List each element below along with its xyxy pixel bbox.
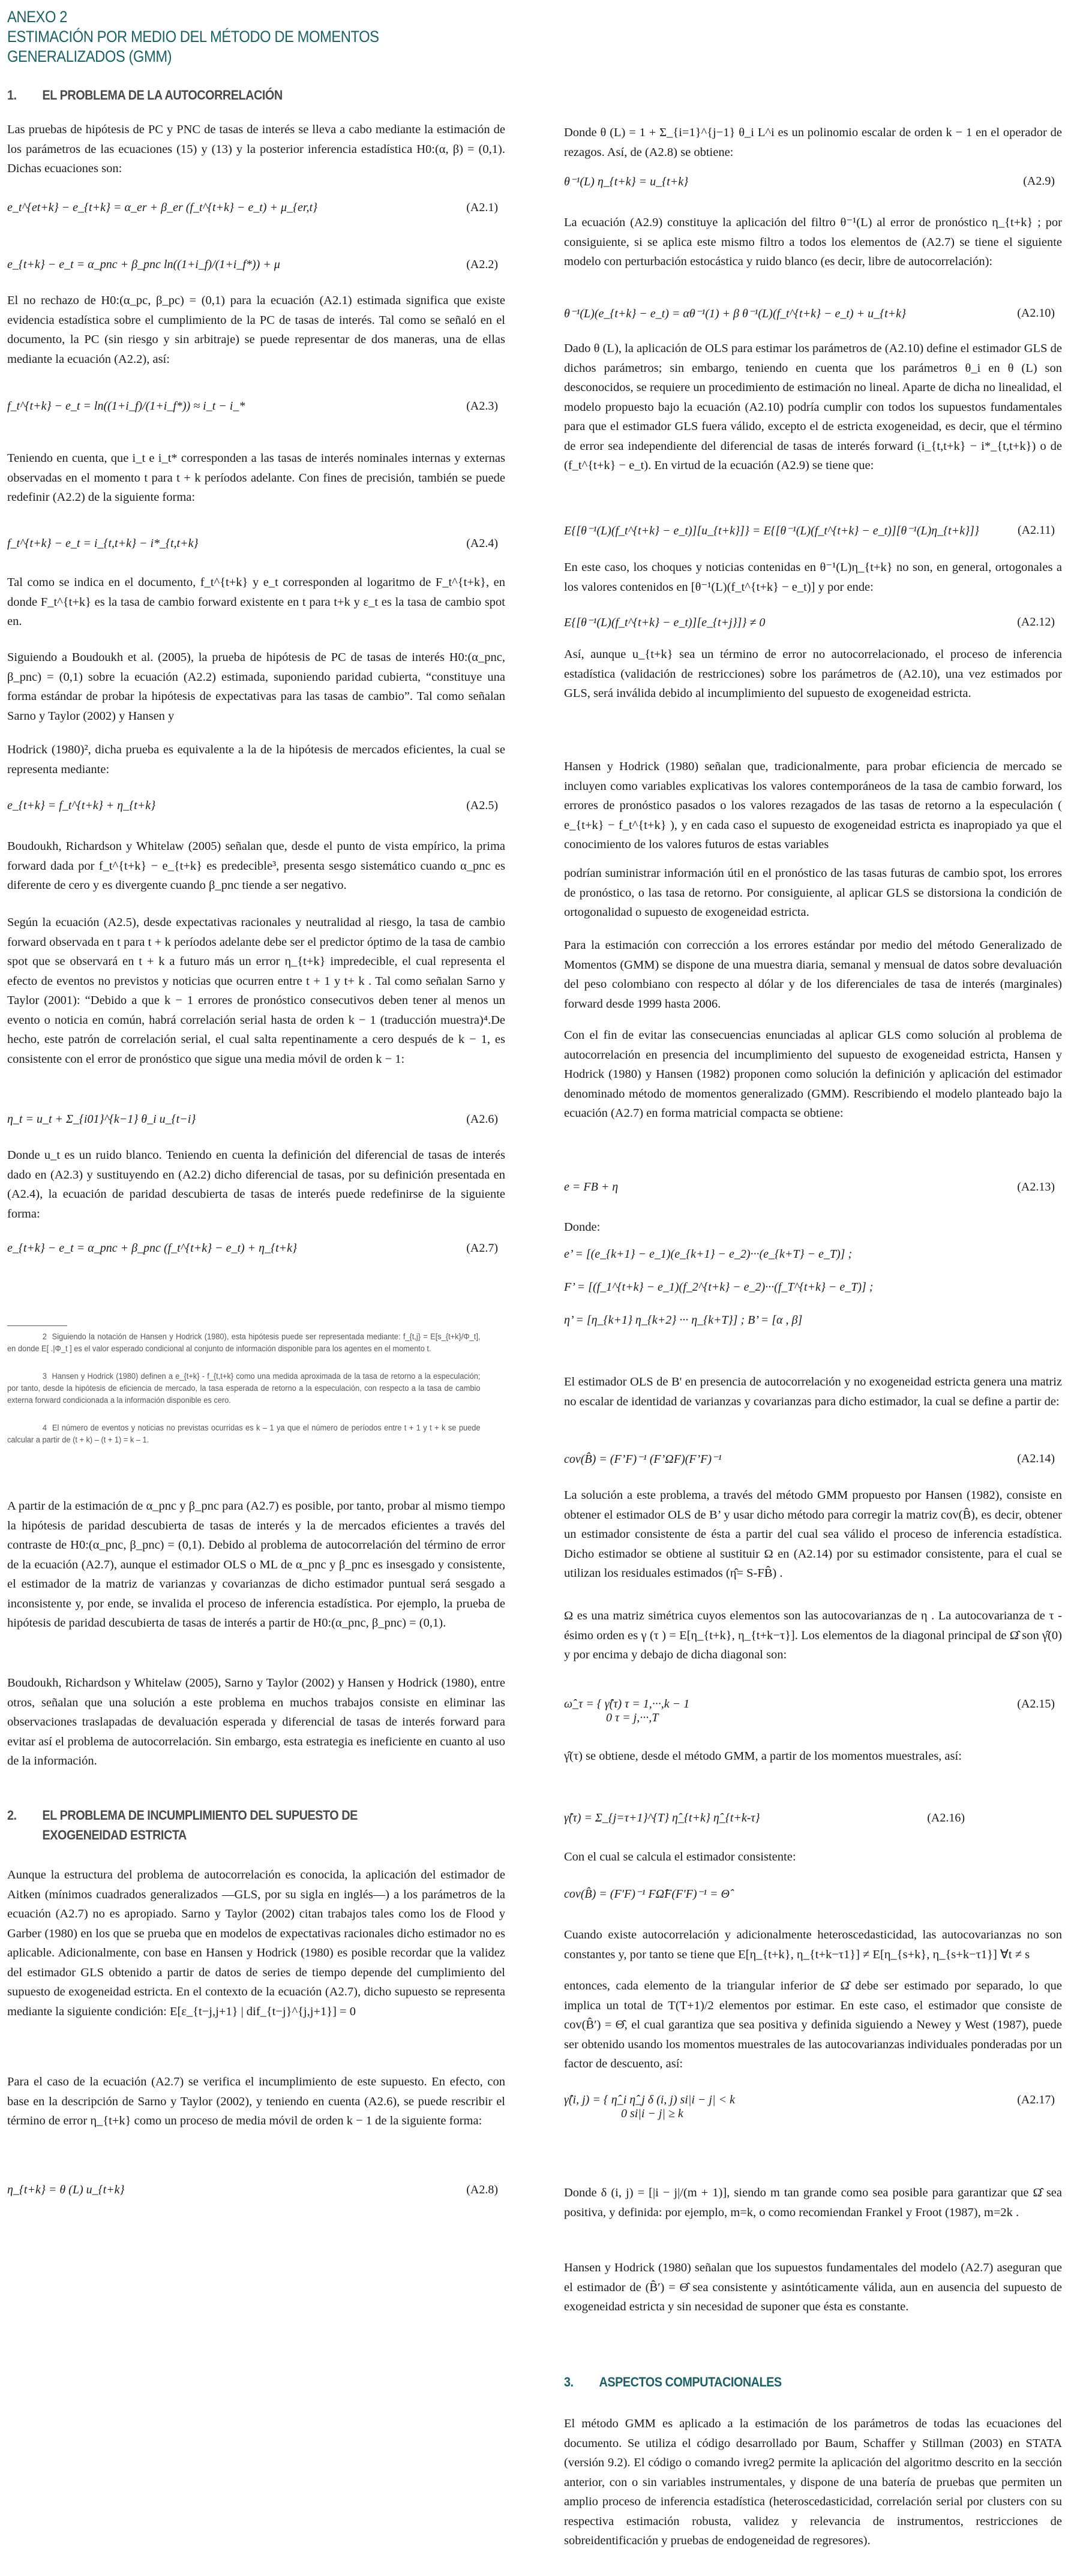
equation-cov-consistent: cov(B̂) = (F′F)⁻¹ FΩ̂F(F′F)⁻¹ = Θ̂ <box>564 1887 730 1901</box>
equation-a2-10: θ⁻¹(L)(e_{t+k} − e_t) = αθ⁻¹(1) + β θ⁻¹(L)(f_t^{t+k} − e_t) + u_{t+k} (A2.10) <box>564 306 1055 320</box>
equation-a2-16: γ̂(τ) = Σ_{j=τ+1}^{T} η̂_{t+k} η̂_{t+k-τ} (A2.16) <box>564 1811 965 1824</box>
paragraph: Hodrick (1980)², dicha prueba es equivalente a la de la hipótesis de mercados eficientes, la cual se representa mediante: <box>7 743 505 776</box>
equation-a2-5: e_{t+k} = f_t^{t+k} + η_{t+k} (A2.5) <box>7 799 498 812</box>
paragraph: Donde θ (L) = 1 + Σ_{i=1}^{j−1} θ_i L^i es un polinomio escalar de orden k − 1 en el operador de rezagos. Así, de (A2.8) se obtiene: <box>564 126 1062 159</box>
annex-title-line1: ESTIMACIÓN POR MEDIO DEL MÉTODO DE MOMENTOS <box>7 28 379 46</box>
annex-title-line2: GENERALIZADOS (GMM) <box>7 47 172 65</box>
footnote-4: 4 El número de eventos y noticias no previstas ocurridas es k – 1 ya que el número de períodos entre t + 1 y t + k se puede calcular a partir de (t + k) – (t + 1) = k – 1. <box>7 1423 481 1444</box>
equation-a2-8: η_{t+k} = θ (L) u_{t+k} (A2.8) <box>7 2183 498 2196</box>
equation-a2-1: e_t^{et+k} − e_{t+k} = α_er + β_er (f_t^{t+k} − e_t) + μ_{er,t} (A2.1) <box>7 201 498 214</box>
footnote-rule <box>7 1325 67 1326</box>
paragraph: Teniendo en cuenta, que i_t e i_t* corresponden a las tasas de interés nominales internas y externas observadas en el momento t para t + k períodos adelante. Con fines de precisión, también se puede redefinir (A2.2) de la siguiente forma: <box>7 452 505 504</box>
definition-e: e’ = [(e_{k+1} − e_1)(e_{k+1} − e_2)···(e_{k+T} − e_T)] ; <box>564 1248 853 1261</box>
equation-a2-9: θ⁻¹(L) η_{t+k} = u_{t+k} (A2.9) <box>564 175 1055 188</box>
equation-a2-11: E{[θ⁻¹(L)(f_t^{t+k} − e_t)][u_{t+k}]} = E{[θ⁻¹(L)(f_t^{t+k} − e_t)][θ⁻¹(L)η_{t+k}]} (A2.11) <box>564 524 1055 537</box>
paragraph: Donde u_t es un ruido blanco. Teniendo en cuenta la definición del diferencial de tasas de interés dado en (A2.3) y sustituyendo en (A2.2) dicho diferencial de tasas, por su definición presentada en (A2.4), la ecuación de paridad descubierta de tasas de interés puede redefinirse de la siguiente forma: <box>7 1149 505 1221</box>
paragraph: Siguiendo a Boudoukh et al. (2005), la prueba de hipótesis de PC de tasas de interés H0:(α_pnc, β_pnc) = (0,1) sobre la ecuación (A2.2) estimada, suponiendo paridad cubierta, “constituye una forma estándar de probar la hipótesis de expectativas para las tasas de cambio”. Tal como señalan Sarno y Taylor (2002) y Hansen y <box>7 651 505 723</box>
paragraph: Para la estimación con corrección a los errores estándar por medio del método Generalizado de Momentos (GMM) se dispone de una muestra diaria, semanal y mensual de datos sobre devaluación del peso colombiano con respecto al dólar y de los diferenciales de tasa de interés (marginales) forward desde 1999 hasta 2006. <box>564 939 1062 1011</box>
section-2-heading: 2. EL PROBLEMA DE INCUMPLIMIENTO DEL SUPUESTO DE EXOGENEIDAD ESTRICTA <box>7 1808 358 1842</box>
paragraph: Para el caso de la ecuación (A2.7) se verifica el incumplimiento de este supuesto. En efecto, con base en la descripción de Sarno y Taylor (2002), y teniendo en cuenta (A2.6), se puede rescribir el término de error η_{t+k} como un proceso de media móvil de orden k − 1 de la siguiente forma: <box>7 2075 505 2127</box>
paragraph: Así, aunque u_{t+k} sea un término de error no autocorrelacionado, el proceso de inferencia estadística (validación de restricciones) sobre los parámetros de (A2.10), una vez estimados por GLS, será inválida debido al incumplimiento del supuesto de exogeneidad estricta. <box>564 648 1062 700</box>
paragraph: La solución a este problema, a través del método GMM propuesto por Hansen (1982), consiste en obtener el estimador OLS de B’ y usar dicho método para corregir la matriz cov(B̂), es decir, obtener un estimador consistente de ésta a partir del cual sea válido el proceso de inferencia estadística. Dicho estimador se obtiene al sustituir Ω en (A2.14) por su estimador consistente, para el cual se utilizan los residuales estimados (η̂= S-FB̂) . <box>564 1489 1062 1580</box>
paragraph: La ecuación (A2.9) constituye la aplicación del filtro θ⁻¹(L) al error de pronóstico η_{t+k} ; por consiguiente, si se aplica este mismo filtro a todos los elementos de (A2.7) se tiene el siguiente modelo con perturbación estocástica y ruido blanco (es decir, libre de autocorrelación): <box>564 216 1062 268</box>
equation-a2-13: e = FB + η (A2.13) <box>564 1180 1055 1194</box>
paragraph: podrían suministrar información útil en el pronóstico de las tasas futuras de cambio spot, los errores de pronóstico, o las tasa de retorno. Por consiguiente, al aplicar GLS se distorsiona la condición de ortogonalidad o supuesto de exogeneidad estricta. <box>564 867 1062 919</box>
paragraph: Ω es una matriz simétrica cuyos elementos son las autocovarianzas de η . La autocovarianza de τ - ésimo orden es γ (τ ) = E[η_{t+k}, η_{t+k−τ}]. Los elementos de la diagonal principal de Ω̂ son γ̂(0) y por encima y debajo de dicha diagonal son: <box>564 1609 1062 1661</box>
equation-a2-15: ω̂_τ = { γ̂(τ) τ = 1,···,k − 1 (A2.15) 0 τ = j,···,T <box>564 1697 1055 1724</box>
annex-header <box>7 7 505 67</box>
paragraph: En este caso, los choques y noticias contenidas en θ⁻¹(L)η_{t+k} no son, en general, ortogonales a los valores contenidos en [θ⁻¹(L)(f_t^{t+k} − e_t)] y por ende: <box>564 561 1062 594</box>
equation-a2-2: e_{t+k} − e_t = α_pnc + β_pnc ln((1+i_f)/(1+i_f*)) + μ (A2.2) <box>7 258 498 271</box>
paragraph: γ̂(τ) se obtiene, desde el método GMM, a partir de los momentos muestrales, así: <box>564 1750 962 1763</box>
paragraph: Hansen y Hodrick (1980) señalan que, tradicionalmente, para probar eficiencia de mercado se incluyen como variables explicativas los valores contemporáneos de la tasa de cambio forward, los errores de pronóstico pasados o los valores rezagados de las tasas de retorno a la especulación ( e_{t+k} − f_t^{t+k} ), y en cada caso el supuesto de exogeneidad estricta es inapropiado ya que el conocimiento de los valores futuros de estas variables <box>564 760 1062 851</box>
equation-a2-12: E{[θ⁻¹(L)(f_t^{t+k} − e_t)][e_{t+j}]} ≠ 0 (A2.12) <box>564 615 1055 629</box>
paragraph: Las pruebas de hipótesis de PC y PNC de tasas de interés se lleva a cabo mediante la estimación de los parámetros de las ecuaciones (15) y (13) y la posterior inferencia estadística H0:(α, β) = (0,1). Dichas ecuaciones son: <box>7 123 505 175</box>
annex-label: ANEXO 2 <box>7 8 67 26</box>
paragraph: El método GMM es aplicado a la estimación de los parámetros de todas las ecuaciones del documento. Se utiliza el código desarrollado por Baum, Schaffer y Stillman (2003) en STATA (versión 9.2). El código o comando ivreg2 permite la aplicación del algoritmo descrito en la sección anterior, con o sin variables instrumentales, y dispone de una batería de pruebas que permiten un amplio proceso de inferencia estadística (heteroscedasticidad, correlación serial por clusters con su respectiva estimación robusta, validez y relevancia de instrumentos, restricciones de sobreidentificación y pruebas de endogeneidad de regresores). <box>564 2417 1062 2547</box>
paragraph: Boudoukh, Richardson y Whitelaw (2005), Sarno y Taylor (2002) y Hansen y Hodrick (1980), entre otros, señalan que una solución a este problema en muchos trabajos consiste en eliminar las observaciones traslapadas de devaluación esperada y diferencial de tasas de interés forward para evitar así el problema de autocorrelación. Sin embargo, esta estrategia es ineficiente en cuanto al uso de la información. <box>7 1676 505 1768</box>
definition-f: F’ = [(f_1^{t+k} − e_1)(f_2^{t+k} − e_2)···(f_T^{t+k} − e_T)] ; <box>564 1281 874 1294</box>
equation-a2-7: e_{t+k} − e_t = α_pnc + β_pnc (f_t^{t+k} − e_t) + η_{t+k} (A2.7) <box>7 1242 498 1255</box>
paragraph: Boudoukh, Richardson y Whitelaw (2005) señalan que, desde el punto de vista empírico, la prima forward dada por f_t^{t+k} − e_{t+k} es predecible³, presenta sesgo sistemático cuando α_pnc es diferente de cero y es divergente cuando β_pnc tiende a ser negativo. <box>7 840 505 892</box>
paragraph: El no rechazo de H0:(α_pc, β_pc) = (0,1) para la ecuación (A2.1) estimada significa que existe evidencia estadística sobre el cumplimiento de la PC de tasas de interés. Tal como se señaló en el documento, la PC (sin riesgo y sin arbitraje) se puede representar de dos maneras, una de ellas mediante la ecuación (A2.2), así: <box>7 294 505 366</box>
equation-a2-3: f_t^{t+k} − e_t = ln((1+i_f)/(1+i_f*)) ≈ i_t − i_* (A2.3) <box>7 399 498 413</box>
footnote-3: 3 Hansen y Hodrick (1980) definen a e_{t+k} - f_{t,t+k} como una medida aproximada de la tasa de retorno a la especulación; por tanto, desde la hipótesis de eficiencia de mercado, la tasa esperada de retorno a la especulación, con respecto a la tasa de cambio externa forward condicionada a la información disponible es cero. <box>7 1372 481 1405</box>
footnote-2: 2 Siguiendo la notación de Hansen y Hodrick (1980), esta hipótesis puede ser representada mediante: f_{t,j} = E[s_{t+k}/Φ_t], en donde E[ .|Φ_t ] es el valor esperado condicional al conjunto de información disponible para los agentes en el momento t. <box>7 1332 481 1353</box>
equation-a2-17: γ̂(i, j) = { η̂_i η̂_j δ (i, j) si|i − j| < k (A2.17) 0 si|i − j| ≥ k <box>564 2093 1055 2120</box>
equation-a2-14: cov(B̂) = (F’F)⁻¹ (F’ΩF)(F’F)⁻¹ (A2.14) <box>564 1452 1055 1466</box>
paragraph: Tal como se indica en el documento, f_t^{t+k} y e_t corresponden al logaritmo de F_t^{t+k}, en donde F_t^{t+k} es la tasa de cambio forward existente en t para t+k y ε_t es la tasa de cambio spot en. <box>7 576 505 628</box>
equation-a2-4: f_t^{t+k} − e_t = i_{t,t+k} − i*_{t,t+k} (A2.4) <box>7 537 498 550</box>
paragraph: Aunque la estructura del problema de autocorrelación es conocida, la aplicación del estimador de Aitken (mínimos cuadrados generalizados —GLS, por su sigla en inglés—) a los parámetros de la ecuación (A2.7) no es apropiado. Sarno y Taylor (2002) citan trabajos tales como los de Flood y Garber (1980) en los que se prueba que en modelos de expectativas racionales dicho estimador no es aplicable. Adicionalmente, con base en Hansen y Hodrick (1980) es posible recordar que la validez del estimador GLS obtenido a partir de datos de series de tiempo depende del cumplimiento del supuesto de exogeneidad estricta. En el contexto de la ecuación (A2.7), dicho supuesto se representa mediante la siguiente condición: E[ε_{t−j,j+1} | dif_{t−j}^{j,j+1}] = 0 <box>7 1868 505 2018</box>
paragraph: A partir de la estimación de α_pnc y β_pnc para (A2.7) es posible, por tanto, probar al mismo tiempo la hipótesis de paridad descubierta de tasas de interés y la de mercados eficientes a través del contraste de H0:(α_pnc, β_pnc) = (0,1). Debido al problema de autocorrelación del término de error de la ecuación (A2.7), aunque el estimador OLS o ML de α_pnc y β_pnc es insesgado y consistente, el estimador de la matriz de varianzas y covarianzas de dicho estimador puntual será sesgado a inconsistente y, por ende, se invalida el proceso de inferencia estadística. Por ejemplo, la prueba de hipótesis de paridad descubierta de tasas de interés a partir de H0:(α_pnc, β_pnc) = (0,1). <box>7 1499 505 1630</box>
section-1-heading: 1. EL PROBLEMA DE LA AUTOCORRELACIÓN <box>7 88 283 103</box>
paragraph: Según la ecuación (A2.5), desde expectativas racionales y neutralidad al riesgo, la tasa de cambio forward observada en t para t + k períodos adelante debe ser el predictor óptimo de la tasa de cambio spot que se observará en t + k a futuro más un error η_{t+k} impredecible, el cual representa el efecto de eventos no previstos y noticias que ocurren entre t + 1 y t+ k . Tal como señalan Sarno y Taylor (2001): “Debido a que k − 1 errores de pronóstico consecutivos deben tener al menos un evento o noticia en común, habrá correlación serial hasta de orden k − 1 (traducción muestra)⁴.De hecho, este patrón de correlación serial, el cual salta repentinamente a cero después de k − 1, es consistente con el error de pronóstico que sigue una media móvil de orden k − 1: <box>7 916 505 1066</box>
paragraph: Donde δ (i, j) = [|i − j|/(m + 1)], siendo m tan grande como sea posible para garantizar que Ω̂ sea positiva, y definida: por ejemplo, m=k, o como recomiendan Frankel y Froot (1987), m=2k . <box>564 2186 1062 2219</box>
paragraph: Dado θ (L), la aplicación de OLS para estimar los parámetros de (A2.10) define el estimador GLS de dichos parámetros; sin embargo, teniendo en cuenta que los parámetros θ_i en θ (L) son desconocidos, se requiere un procedimiento de estimación no lineal. Aparte de dicha no linealidad, el modelo propuesto bajo la ecuación (A2.10) podría cumplir con todos los supuestos fundamentales para que el estimador GLS fuera válido, excepto el de estricta exogeneidad, es decir, que el término de error sea independiente del diferencial de tasas de interés forward (i_{t,t+k} − i*_{t,t+k}) o de (f_t^{t+k} − e_t). En virtud de la ecuación (A2.9) se tiene que: <box>564 342 1062 472</box>
equation-a2-6: η_t = u_t + Σ_{i01}^{k−1} θ_i u_{t−i} (A2.6) <box>7 1113 498 1126</box>
paragraph: Con el cual se calcula el estimador consistente: <box>564 1850 796 1863</box>
paragraph: Cuando existe autocorrelación y adicionalmente heteroscedasticidad, las autocovarianzas no son constantes y, por tanto se tiene que E[η_{t+k}, η_{t+k−τ1}] ≠ E[η_{s+k}, η_{s+k−τ1}] ∀t ≠ s <box>564 1928 1062 1961</box>
section-3-heading: 3. ASPECTOS COMPUTACIONALES <box>564 2374 782 2389</box>
paragraph: Con el fin de evitar las consecuencias enunciadas al aplicar GLS como solución al problema de autocorrelación en presencia del incumplimiento del supuesto de exogeneidad estricta, Hansen y Hodrick (1980) y Hansen (1982) proponen como solución la definición y aplicación del estimador denominado método de momentos generalizado (GMM). Rescribiendo el modelo planteado bajo la ecuación (A2.7) en forma matricial compacta se obtiene: <box>564 1029 1062 1120</box>
paragraph: entonces, cada elemento de la triangular inferior de Ω̂ debe ser estimado por separado, lo que implica un total de T(T+1)/2 elementos por estimar. En este caso, el estimador que consiste de cov(B̂′) = Θ̂, el cual garantiza que sea positiva y definida siguiendo a Newey y West (1987), puede ser obtenido usando los momentos muestrales de las autocovarianzas individuales ponderadas por un factor de descuento, así: <box>564 1979 1062 2070</box>
definition-eta-b: η’ = [η_{k+1} η_{k+2} ··· η_{k+T}] ; B’ = [α , β] <box>564 1313 803 1327</box>
paragraph: El estimador OLS de B' en presencia de autocorrelación y no exogeneidad estricta genera una matriz no escalar de identidad de varianzas y covarianzas para dicho estimador, la cual se define a partir de: <box>564 1375 1062 1408</box>
paragraph: Hansen y Hodrick (1980) señalan que los supuestos fundamentales del modelo (A2.7) aseguran que el estimador de (B̂′) = Θ̂ sea consistente y asintóticamente válida, aun en ausencia del supuesto de exogeneidad estricta y sin necesidad de suponer que ésta es constante. <box>564 2261 1062 2313</box>
footnotes <box>7 1325 505 1446</box>
donde-label: Donde: <box>564 1221 601 1234</box>
